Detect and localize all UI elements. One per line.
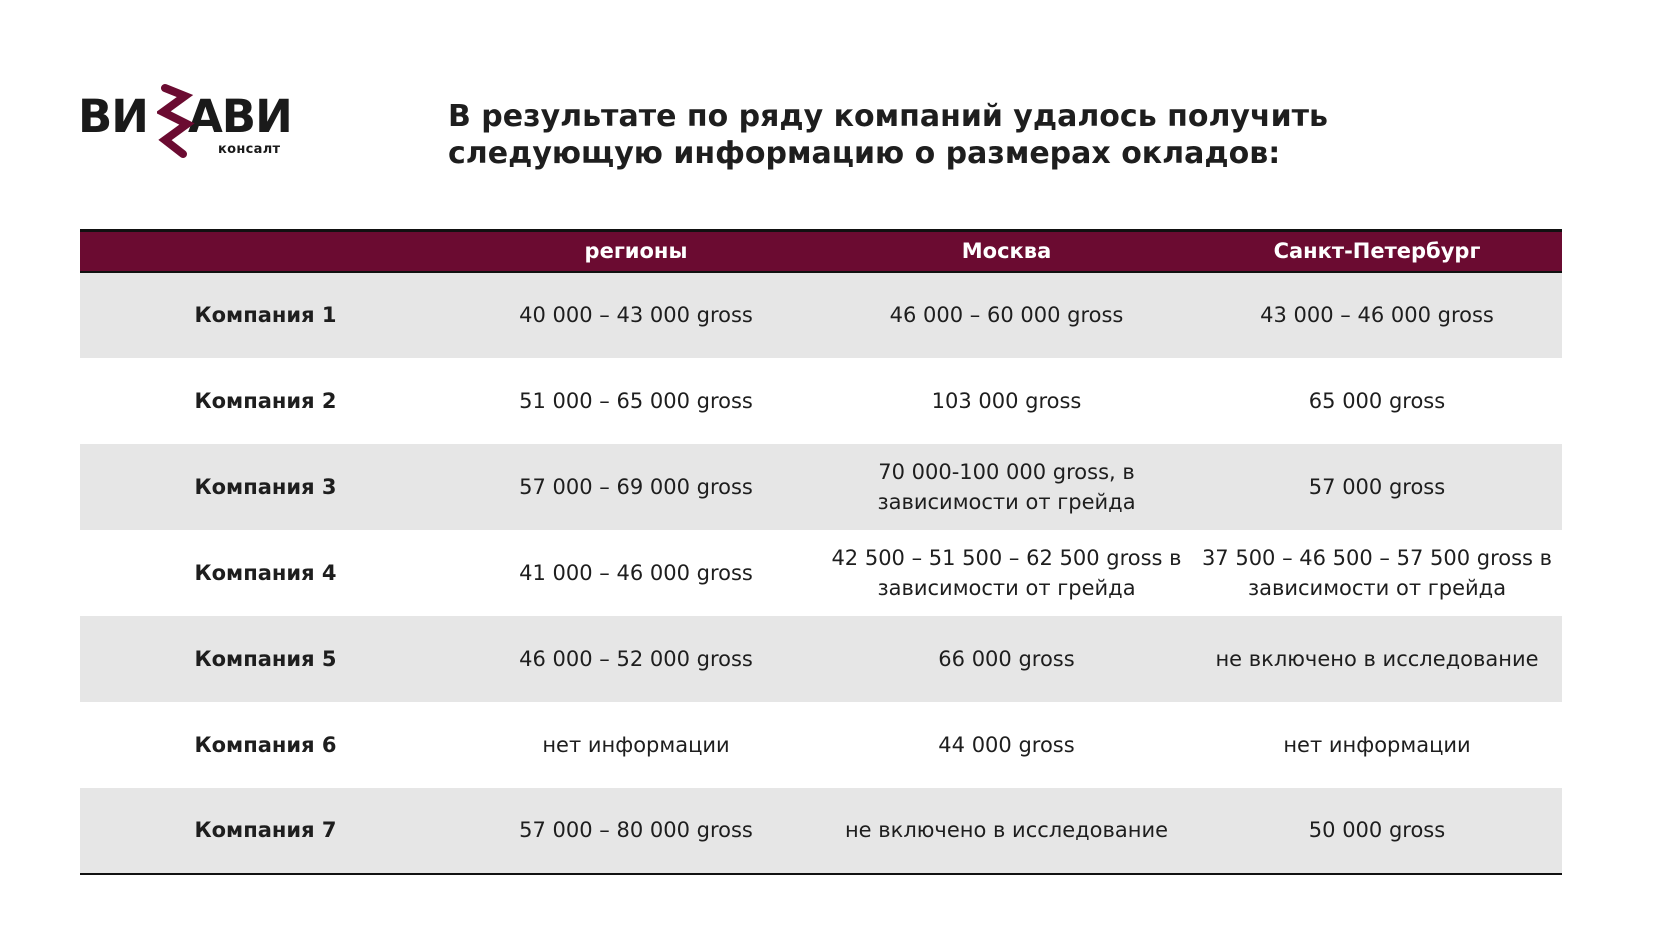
regions-salary: 51 000 – 65 000 gross	[519, 388, 753, 413]
regions-salary: 46 000 – 52 000 gross	[519, 646, 753, 671]
spb-salary: 43 000 – 46 000 gross	[1260, 303, 1494, 327]
table-row	[80, 702, 1562, 788]
page-title: В результате по ряду компаний удалось получить следующую информацию о размерах окладов:	[448, 99, 1328, 171]
regions-salary: 40 000 – 43 000 gross	[519, 303, 753, 327]
spb-salary: 57 000 gross	[1308, 474, 1446, 499]
moscow-salary: 103 000 gross	[931, 388, 1082, 413]
logo-wordmark: ВИ АВИ	[78, 90, 292, 143]
company-name: Компания 3	[194, 474, 337, 499]
table-row	[80, 358, 1562, 444]
table-row	[80, 788, 1562, 874]
moscow-salary: 44 000 gross	[938, 732, 1075, 757]
header-empty	[80, 231, 451, 272]
header-regions: регионы	[451, 231, 821, 272]
company-name: Компания 7	[80, 788, 451, 874]
company-name: Компания 1	[194, 303, 337, 327]
company-name: Компания 2	[194, 388, 337, 413]
logo-z-mark-icon	[157, 82, 197, 160]
table-header-row	[80, 231, 1562, 272]
moscow-salary: 42 500 – 51 500 – 62 500 gross в зависимости от грейда	[831, 545, 1182, 600]
salary-table	[80, 229, 1562, 875]
table-row	[80, 616, 1562, 702]
table-row	[80, 530, 1562, 616]
moscow-salary: 70 000-100 000 gross, в зависимости от грейда	[877, 459, 1136, 514]
header-moscow: Москва	[821, 231, 1192, 272]
logo-subtitle: консалт	[218, 142, 281, 157]
company-name: Компания 5	[194, 646, 337, 671]
header-spb: Санкт-Петербург	[1192, 231, 1562, 272]
spb-salary: 50 000 gross	[1192, 788, 1562, 874]
moscow-salary: 66 000 gross	[938, 646, 1075, 671]
spb-salary: 37 500 – 46 500 – 57 500 gross в зависимости от грейда	[1201, 545, 1553, 600]
moscow-salary: 46 000 – 60 000 gross	[889, 303, 1124, 327]
regions-salary: нет информации	[542, 732, 730, 757]
regions-salary: 57 000 – 80 000 gross	[451, 788, 821, 874]
spb-salary: нет информации	[1283, 732, 1471, 757]
regions-salary: 57 000 – 69 000 gross	[519, 474, 753, 499]
company-name: Компания 6	[194, 732, 337, 757]
regions-salary: 41 000 – 46 000 gross	[519, 560, 753, 585]
table-row	[80, 272, 1562, 358]
moscow-salary: не включено в исследование	[821, 788, 1192, 874]
table-row	[80, 444, 1562, 530]
company-logo	[78, 82, 298, 172]
spb-salary: не включено в исследование	[1215, 646, 1539, 671]
spb-salary: 65 000 gross	[1308, 388, 1446, 413]
company-name: Компания 4	[194, 560, 337, 585]
